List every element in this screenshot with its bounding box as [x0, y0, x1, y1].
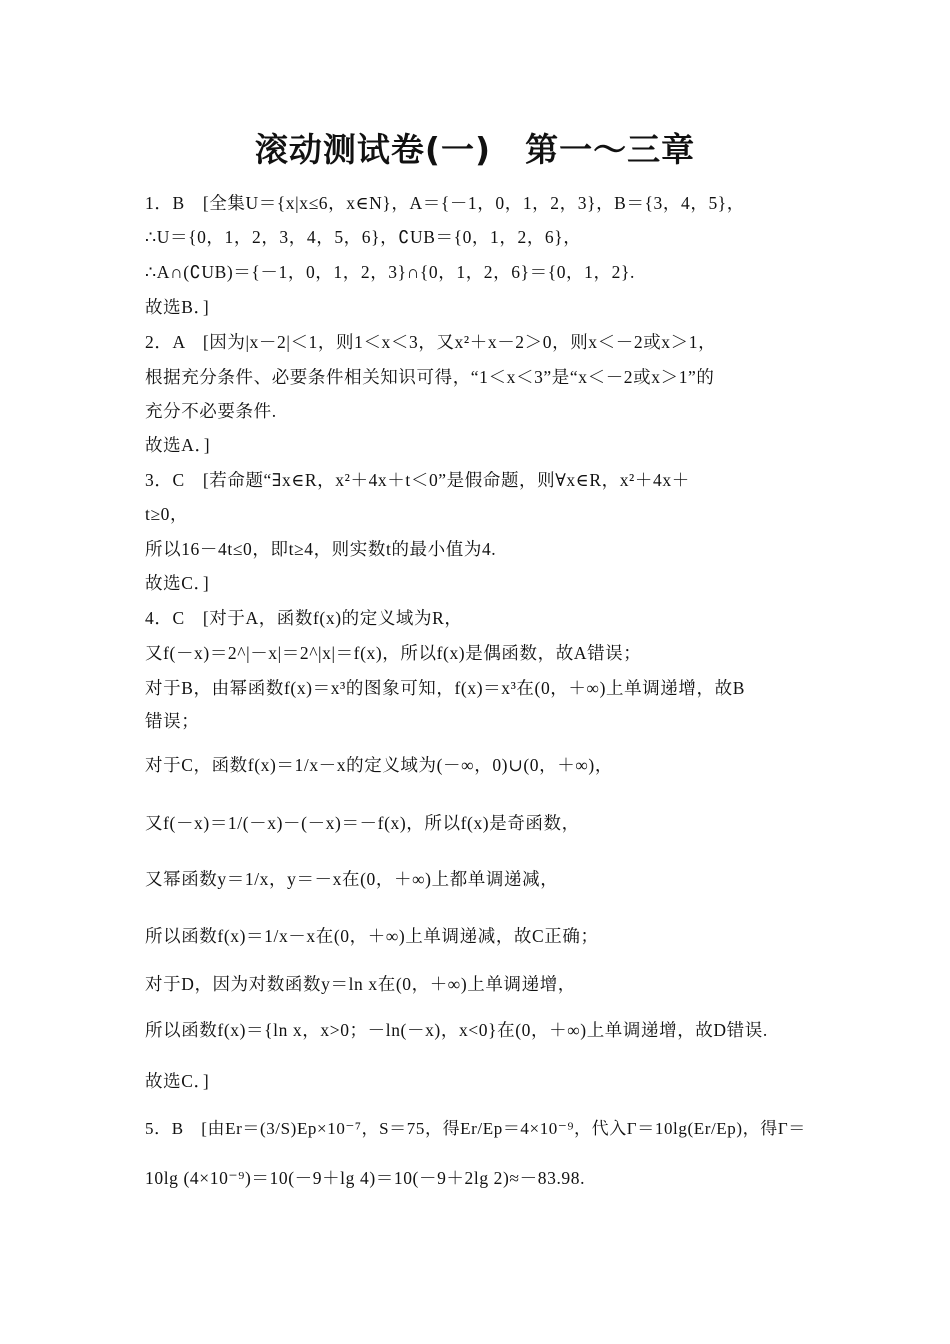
text-line: 所以函数f(x)＝1/x－x在(0，＋∞)上单调递减，故C正确；: [145, 926, 599, 946]
text-line: 10lg (4×10⁻⁹)＝10(－9＋lg 4)＝10(－9＋2lg 2)≈－83.98.: [145, 1168, 586, 1188]
text-line: ∴U＝{0，1，2，3，4，5，6}，∁UB＝{0，1，2，6}，: [145, 227, 582, 247]
text-line: 又f(－x)＝1/(－x)－(－x)＝－f(x)，所以f(x)是奇函数，: [145, 813, 580, 833]
text-line: 对于D，因为对数函数y＝ln x在(0，＋∞)上单调递增，: [145, 974, 576, 994]
page-title: 滚动测试卷(一) 第一～三章: [254, 130, 696, 169]
text-line: 2．A [因为|x－2|＜1，则1＜x＜3，又x²＋x－2＞0，则x＜－2或x＞1，: [145, 332, 717, 352]
text-line: 1．B [全集U＝{x|x≤6，x∈N}，A＝{－1，0，1，2，3}，B＝{3，4，5}，: [145, 193, 745, 213]
text-line: 故选A．]: [145, 435, 211, 455]
text-line: 所以函数f(x)＝{ln x，x>0；－ln(－x)，x<0}在(0，＋∞)上单调递增，故D错误.: [145, 1020, 768, 1040]
text-line: 5．B [由Er＝(3/S)Ep×10⁻⁷，S＝75，得Er/Ep＝4×10⁻⁹，代入Γ＝10lg(Er/Ep)，得Γ＝: [145, 1119, 806, 1138]
text-line: 对于B，由幂函数f(x)＝x³的图象可知，f(x)＝x³在(0，＋∞)上单调递增，故B: [145, 678, 745, 698]
text-line: ∴A∩(∁UB)＝{－1，0，1，2，3}∩{0，1，2，6}＝{0，1，2}.: [145, 262, 635, 282]
text-line: 故选C．]: [145, 1071, 210, 1091]
text-line: t≥0，: [145, 504, 189, 524]
text-line: 3．C [若命题“∃x∈R，x²＋4x＋t＜0”是假命题，则∀x∈R，x²＋4x＋: [145, 470, 690, 490]
text-line: 对于C，函数f(x)＝1/x－x的定义域为(－∞，0)∪(0，＋∞)，: [145, 755, 613, 775]
text-line: 错误；: [145, 711, 200, 731]
text-line: 根据充分条件、必要条件相关知识可得，“1＜x＜3”是“x＜－2或x＞1”的: [145, 367, 715, 387]
text-line: 所以16－4t≤0，即t≥4，则实数t的最小值为4.: [145, 539, 497, 559]
text-line: 故选C．]: [145, 573, 210, 593]
text-line: 4．C [对于A，函数f(x)的定义域为R，: [145, 608, 463, 628]
text-line: 又幂函数y＝1/x，y＝－x在(0，＋∞)上都单调递减，: [145, 869, 559, 889]
text-line: 又f(－x)＝2^|－x|＝2^|x|＝f(x)，所以f(x)是偶函数，故A错误；: [145, 643, 642, 663]
text-line: 故选B．]: [145, 297, 210, 317]
text-line: 充分不必要条件.: [145, 401, 277, 421]
